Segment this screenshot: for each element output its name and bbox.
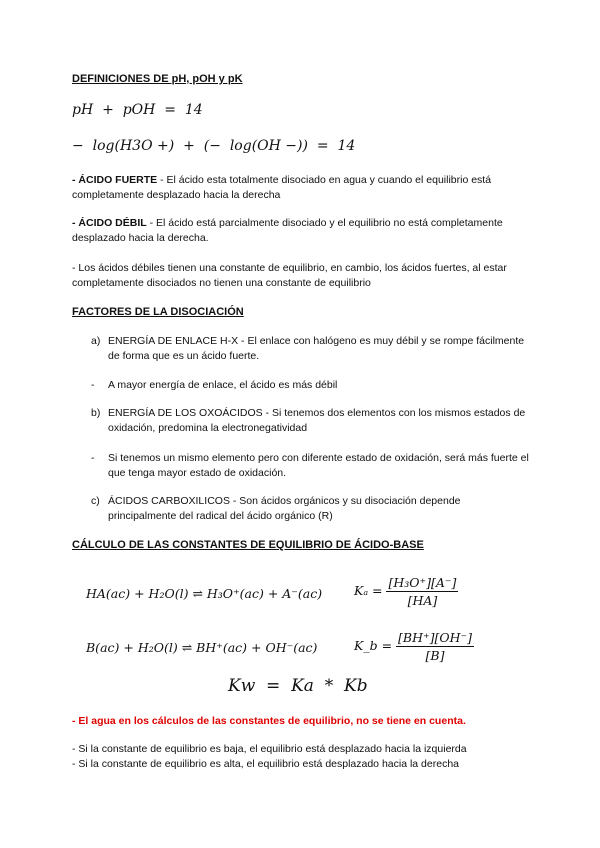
definition-term: - ÁCIDO FUERTE: [72, 174, 158, 186]
definition-term: - ÁCIDO DÉBIL: [72, 217, 147, 229]
ka-label: Kₐ =: [354, 583, 383, 598]
list-marker: -: [91, 452, 95, 464]
list-marker: a): [91, 335, 101, 347]
definition-text: - El ácido esta totalmente disociado en agua y cuando el equilibrio está completamente desplazado hacia la derecha: [72, 174, 492, 201]
ka-numerator: [H₃O⁺][A⁻]: [388, 575, 457, 590]
definition-acido-debil: [72, 216, 532, 246]
factor-text: A mayor energía de enlace, el ácido es más débil: [108, 379, 338, 391]
section-title-calculo: CÁLCULO DE LAS CONSTANTES DE EQUILIBRIO DE ÁCIDO-BASE: [72, 539, 424, 551]
factor-item-b: [91, 406, 531, 436]
formula-ph-poh: pH + pOH = 14: [72, 102, 203, 118]
formula-log: − log(H3O +) + (− log(OH −)) = 14: [72, 138, 356, 154]
factor-text: ENERGÍA DE LOS OXOÁCIDOS - Si tenemos dos elementos con los mismos estados de oxidación, predomina la electronegatividad: [108, 407, 526, 434]
note-low-constant: - Si la constante de equilibrio es baja, el equilibrio está desplazado hacia la izquierda: [72, 743, 467, 755]
ka-expression: [354, 575, 458, 608]
formula-kw: Kw = Ka * Kb: [228, 676, 368, 696]
kb-fraction: [396, 630, 474, 663]
factor-text: Si tenemos un mismo elemento pero con diferente estado de oxidación, será más fuerte el que tenga mayor estado de oxidación.: [108, 452, 529, 479]
factor-subitem-2: [91, 451, 531, 481]
factor-subitem-1: [91, 378, 531, 393]
section-title-definiciones: DEFINICIONES DE pH, pOH y pK: [72, 73, 243, 85]
factor-text: ÁCIDOS CARBOXILICOS - Son ácidos orgánicos y su disociación depende principalmente del radical del ácido orgánico (R): [108, 495, 461, 522]
red-note-agua: - El agua en los cálculos de las constantes de equilibrio, no se tiene en cuenta.: [72, 715, 466, 727]
ka-denominator: [HA]: [407, 593, 438, 608]
kb-numerator: [BH⁺][OH⁻]: [398, 630, 472, 645]
base-reaction-equation: B(ac) + H₂O(l) ⇌ BH⁺(ac) + OH⁻(ac): [86, 640, 318, 655]
note-high-constant: - Si la constante de equilibrio es alta, el equilibrio está desplazado hacia la derecha: [72, 758, 459, 770]
kb-label: K_b =: [354, 638, 393, 653]
list-marker: c): [91, 495, 100, 507]
definition-acidos-debiles-note: [72, 261, 532, 291]
ka-fraction: [386, 575, 458, 608]
definition-text: - Los ácidos débiles tienen una constante de equilibrio, en cambio, los ácidos fuertes, al estar completamente disociados no tienen una constante de equilibrio: [72, 262, 507, 289]
list-marker: b): [91, 407, 101, 419]
definition-acido-fuerte: [72, 173, 532, 203]
factor-text: ENERGÍA DE ENLACE H-X - El enlace con halógeno es muy débil y se rompe fácilmente de forma que es un ácido fuerte.: [108, 335, 525, 362]
kb-expression: [354, 630, 474, 663]
factor-item-a: [91, 334, 531, 364]
definition-text: - El ácido está parcialmente disociado y el equilibrio no está completamente desplazado hacia la derecha.: [72, 217, 503, 244]
section-title-factores: FACTORES DE LA DISOCIACIÓN: [72, 306, 244, 318]
factor-item-c: [91, 494, 531, 524]
kb-denominator: [B]: [425, 648, 445, 663]
acid-reaction-equation: HA(ac) + H₂O(l) ⇌ H₃O⁺(ac) + A⁻(ac): [86, 586, 323, 601]
list-marker: -: [91, 379, 95, 391]
